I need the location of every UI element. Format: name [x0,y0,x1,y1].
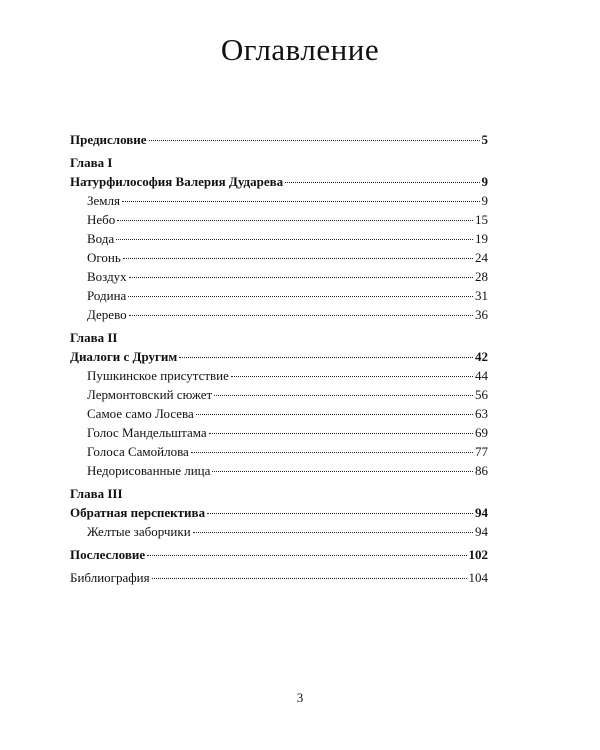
toc-entry[interactable] [70,568,488,587]
toc-entry-label: Послесловие [70,547,146,562]
toc-entry-label: Желтые заборчики [87,524,191,539]
toc-entry[interactable] [70,229,488,248]
dot-leader [149,140,480,141]
toc-entry[interactable] [70,366,488,385]
dot-leader [152,578,467,579]
dot-leader [117,220,473,221]
toc-entry[interactable] [70,210,488,229]
toc-entry[interactable] [70,423,488,442]
toc-entry-label: Небо [87,212,116,227]
toc-entry-page: 102 [468,547,488,562]
toc-entry-label: Глава III [70,486,123,501]
dot-leader [285,182,479,183]
dot-leader [212,471,473,472]
dot-leader [207,513,473,514]
dot-leader [193,532,473,533]
toc-entry-label: Лермонтовский сюжет [87,387,213,402]
toc-entry-page: 31 [475,288,488,303]
toc-entry-page: 77 [475,444,488,459]
toc-entry[interactable] [70,545,488,564]
toc-entry[interactable] [70,503,488,522]
toc-entry[interactable] [70,461,488,480]
toc-entry-label: Обратная перспектива [70,505,206,520]
toc-entry[interactable] [70,153,488,172]
toc-entry-page: 9 [481,174,488,189]
toc-entry[interactable] [70,522,488,541]
toc-entry-page: 28 [475,269,488,284]
dot-leader [129,315,473,316]
toc-entry-label: Пушкинское присутствие [87,368,229,383]
toc-entry-page: 69 [475,425,488,440]
table-of-contents [70,130,488,587]
toc-entry[interactable] [70,442,488,461]
dot-leader [196,414,473,415]
dot-leader [129,277,473,278]
toc-entry-page: 44 [475,368,488,383]
toc-entry-label: Библиография [70,570,150,585]
toc-entry-label: Дерево [87,307,127,322]
toc-entry[interactable] [70,130,488,149]
toc-entry[interactable] [70,286,488,305]
toc-entry-page: 94 [475,524,488,539]
dot-leader [179,357,473,358]
toc-entry-page: 36 [475,307,488,322]
toc-entry-page: 9 [481,193,488,208]
dot-leader [214,395,473,396]
toc-entry-label: Диалоги с Другим [70,349,178,364]
dot-leader [147,555,466,556]
toc-entry-page: 5 [481,132,488,147]
toc-entry[interactable] [70,305,488,324]
toc-entry-page: 94 [475,505,488,520]
toc-entry[interactable] [70,385,488,404]
toc-entry-label: Воздух [87,269,127,284]
toc-entry-label: Натурфилософия Валерия Дударева [70,174,284,189]
toc-entry-label: Недорисованные лица [87,463,211,478]
toc-entry[interactable] [70,484,488,503]
toc-entry-page: 15 [475,212,488,227]
dot-leader [128,296,473,297]
toc-entry-label: Земля [87,193,120,208]
toc-entry[interactable] [70,328,488,347]
dot-leader [122,201,480,202]
toc-entry-label: Голоса Самойлова [87,444,189,459]
toc-entry[interactable] [70,248,488,267]
toc-entry-label: Вода [87,231,115,246]
dot-leader [123,258,473,259]
toc-entry-page: 63 [475,406,488,421]
toc-entry-page: 56 [475,387,488,402]
page-number: 3 [296,690,304,705]
toc-entry-label: Родина [87,288,127,303]
dot-leader [116,239,473,240]
toc-entry[interactable] [70,191,488,210]
toc-entry-page: 42 [475,349,488,364]
toc-entry-page: 24 [475,250,488,265]
toc-entry[interactable] [70,172,488,191]
dot-leader [231,376,473,377]
dot-leader [191,452,473,453]
toc-entry[interactable] [70,404,488,423]
toc-entry-label: Голос Мандельштама [87,425,207,440]
toc-entry-page: 104 [468,570,488,585]
toc-entry-page: 86 [475,463,488,478]
toc-entry-page: 19 [475,231,488,246]
toc-entry-label: Глава I [70,155,113,170]
toc-entry-label: Огонь [87,250,121,265]
page-title: Оглавление [220,32,380,67]
toc-entry-label: Предисловие [70,132,147,147]
dot-leader [209,433,473,434]
toc-entry-label: Глава II [70,330,118,345]
toc-entry[interactable] [70,347,488,366]
toc-entry[interactable] [70,267,488,286]
toc-entry-label: Самое само Лосева [87,406,194,421]
